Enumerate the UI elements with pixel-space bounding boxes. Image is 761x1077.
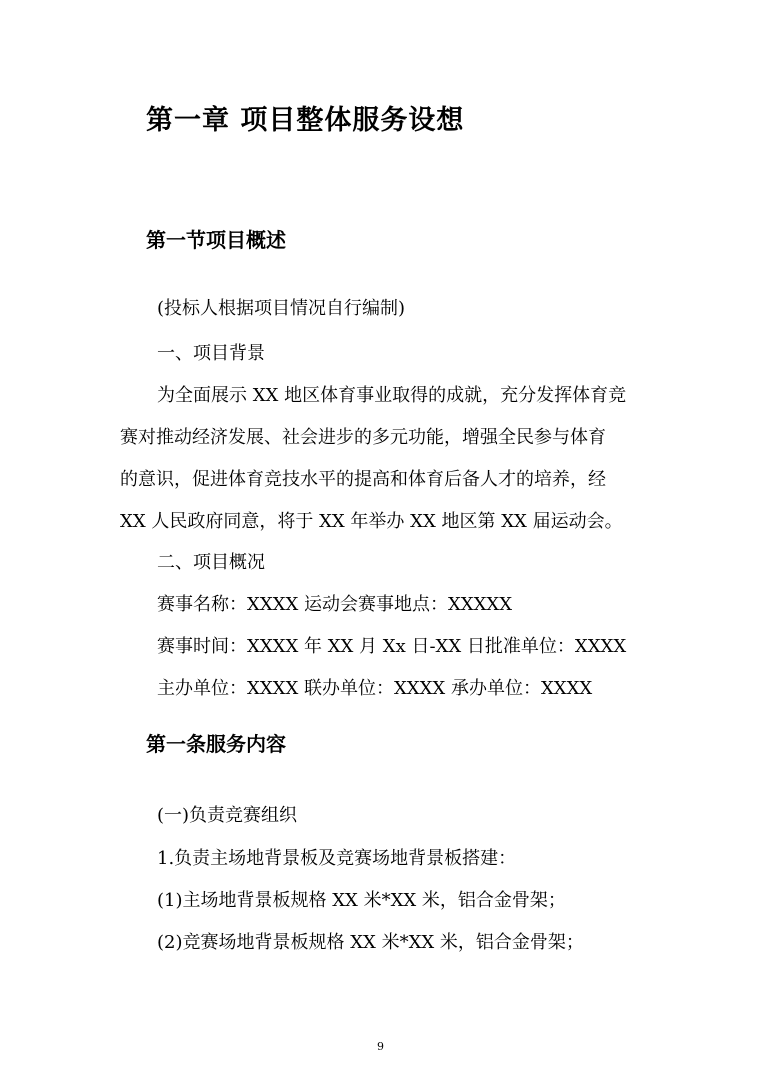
service-item-1: 1.负责主场地背景板及竞赛场地背景板搭建：	[157, 848, 517, 869]
page-number: 9	[377, 1040, 384, 1053]
service-heading: (一)负责竞赛组织	[157, 805, 298, 826]
chapter-title: 第一章 项目整体服务设想	[146, 105, 465, 136]
background-paragraph-line: XX 人民政府同意，将于 XX 年举办 XX 地区第 XX 届运动会。	[120, 511, 623, 532]
overview-heading: 二、项目概况	[157, 552, 265, 573]
overview-line-event-name: 赛事名称：XXXX 运动会赛事地点：XXXXX	[157, 594, 513, 615]
service-subitem-1: (1)主场地背景板规格 XX 米*XX 米，铝合金骨架；	[157, 890, 566, 911]
background-heading: 一、项目背景	[157, 343, 265, 364]
overview-line-event-time: 赛事时间：XXXX 年 XX 月 Xx 日-XX 日批准单位：XXXX	[157, 636, 627, 657]
service-subitem-2: (2)竞赛场地背景板规格 XX 米*XX 米，铝合金骨架；	[157, 932, 584, 953]
overview-line-organizers: 主办单位：XXXX 联办单位：XXXX 承办单位：XXXX	[157, 678, 593, 699]
clause-title: 第一条服务内容	[146, 732, 286, 756]
section-title: 第一节项目概述	[146, 228, 286, 252]
background-paragraph-line: 赛对推动经济发展、社会进步的多元功能，增强全民参与体育	[120, 427, 606, 448]
bidder-note: (投标人根据项目情况自行编制)	[157, 298, 406, 319]
background-paragraph-line: 为全面展示 XX 地区体育事业取得的成就，充分发挥体育竞	[157, 385, 627, 406]
background-paragraph-line: 的意识，促进体育竞技水平的提高和体育后备人才的培养，经	[120, 469, 606, 490]
